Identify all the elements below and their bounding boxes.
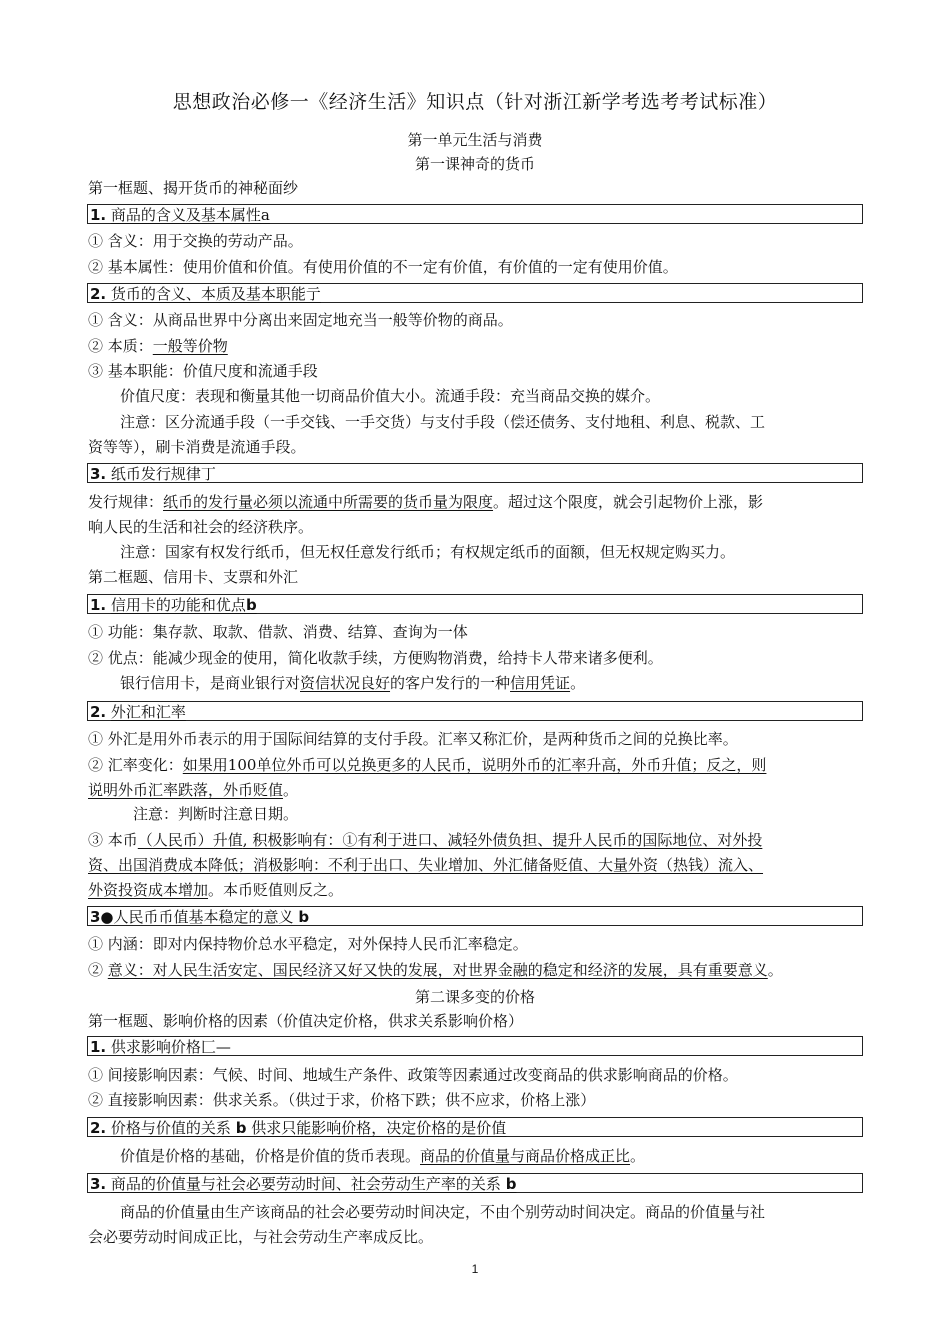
text-line xyxy=(88,854,868,876)
section-number: 1. xyxy=(90,1038,107,1056)
underlined-text: 外资投资成本增加 xyxy=(88,881,209,899)
text-span: ② xyxy=(88,961,108,979)
section-title: 人民币币值基本稳定的意义 xyxy=(113,908,294,926)
section-title: 货币的含义、本质及基本职能亍 xyxy=(110,285,321,303)
text-span: 。超过这个限度，就会引起物价上涨，影 xyxy=(493,493,764,511)
text-span: 银行信用卡，是商业银行对 xyxy=(120,674,301,692)
lesson-heading: 第一课神奇的货币 xyxy=(414,155,535,173)
text-line: 商品的价值量由生产该商品的社会必要劳动时间决定，不由个别劳动时间决定。商品的价值量与社 xyxy=(120,1203,766,1221)
text-line: ① 间接影响因素：气候、时间、地域生产条件、政策等因素通过改变商品的供求影响商品的价格。 xyxy=(88,1066,738,1084)
underlined-text: 如果用100单位外币可以兑换更多的人民币，说明外币的汇率升高，外币升值；反之，则 xyxy=(182,756,767,774)
text-line: 资等等），刷卡消费是流通手段。 xyxy=(88,438,306,456)
section-box xyxy=(87,906,863,926)
underlined-text: , 积极影响有：①有利于进口、减轻外债负担、提升人民币的国际地位、对外投 xyxy=(242,831,763,849)
text-line: 注意：区分流通手段（一手交钱、一手交货）与支付手段（偿还债务、支付地租、利息、税款、工 xyxy=(120,413,766,431)
text-span: 。 xyxy=(630,1147,646,1165)
frame-heading: 第一框题、影响价格的因素（价值决定价格，供求关系影响价格） xyxy=(88,1012,524,1030)
text-span: 。 xyxy=(570,674,586,692)
text-line xyxy=(88,829,868,851)
text-span: 发行规律： xyxy=(88,493,164,511)
text-span: ② 本质： xyxy=(88,337,153,355)
frame-heading: 第二框题、信用卡、支票和外汇 xyxy=(88,568,299,586)
underlined-text: 商品的价值量与商品价格成正比 xyxy=(420,1147,631,1165)
text-line: ② 基本属性：使用价值和价值。有使用价值的不一定有价值，有价值的一定有使用价值。 xyxy=(88,258,678,276)
section-number: 1. xyxy=(90,206,107,224)
text-line: ① 含义：用于交换的劳动产品。 xyxy=(88,232,303,250)
page-number: 1 xyxy=(471,1262,479,1276)
frame-heading: 第一框题、揭开货币的神秘面纱 xyxy=(88,179,299,197)
text-line xyxy=(120,1145,900,1167)
text-line: 注意：判断时注意日期。 xyxy=(133,805,299,823)
underlined-text: 信用凭证 xyxy=(510,674,571,692)
section-title xyxy=(111,596,257,614)
text-line: ① 功能：集存款、取款、借款、消费、结算、查询为一体 xyxy=(88,623,468,641)
text-line: ① 含义：从商品世界中分离出来固定地充当一般等价物的商品。 xyxy=(88,311,513,329)
text-line xyxy=(88,779,868,801)
text-line: ② 优点：能减少现金的使用，简化收款手续，方便购物消费，给持卡人带来诸多便利。 xyxy=(88,649,663,667)
section-number: 3. xyxy=(90,1175,107,1193)
text-line xyxy=(88,754,868,776)
section-box xyxy=(87,283,863,303)
text-line: ② 直接影响因素：供求关系。（供过于求，价格下跌；供不应求，价格上涨） xyxy=(88,1091,596,1109)
text-line: ① 外汇是用外币表示的用于国际间结算的支付手段。汇率又称汇价，是两种货币之间的兑换比率。 xyxy=(88,730,738,748)
section-box xyxy=(87,594,863,614)
text-span: 的客户发行的一种 xyxy=(390,674,511,692)
text-line: ① 内涵：即对内保持物价总水平稳定，对外保持人民币汇率稳定。 xyxy=(88,935,528,953)
text-line: 价值尺度：表现和衡量其他一切商品价值大小。流通手段：充当商品交换的媒介。 xyxy=(120,387,661,405)
text-line: 响人民的生活和社会的经济秩序。 xyxy=(88,518,314,536)
section-number: 2. xyxy=(90,285,107,303)
title-text: 商品的价值量与社会必要劳动时间、社会劳动生产率的关系 xyxy=(110,1175,501,1193)
grade-mark: b xyxy=(505,1175,517,1193)
text-line: ③ 基本职能：价值尺度和流通手段 xyxy=(88,362,318,380)
underlined-text: 资信状况良好 xyxy=(300,674,391,692)
underlined-text: 一般等价物 xyxy=(152,337,228,355)
section-number: 2. xyxy=(90,1119,107,1137)
text-span: 。本币贬值则反之。 xyxy=(208,881,344,899)
section-title: 纸币发行规律丁 xyxy=(110,465,216,483)
title-text: 信用卡的功能和优点 xyxy=(110,596,246,614)
section-number: 1. xyxy=(90,596,107,614)
section-box xyxy=(87,463,863,483)
underlined-text: 意义：对人民生活安定、国民经济又好又快的发展，对世界金融的稳定和经济的发展，具有重要意义 xyxy=(107,961,768,979)
section-title: 商品的含义及基本属性a xyxy=(110,206,270,224)
section-title: 外汇和汇率 xyxy=(110,703,186,721)
grade-mark: b xyxy=(235,1119,247,1137)
document-title: 思想政治必修一《经济生活》知识点（针对浙江新学考选考考试标准） xyxy=(172,91,778,113)
section-box xyxy=(87,1117,863,1137)
section-number: 3● xyxy=(90,908,114,926)
section-box xyxy=(87,701,863,721)
section-title xyxy=(111,1119,506,1137)
text-line xyxy=(88,879,868,901)
section-title: 供求影响价格匚— xyxy=(110,1038,231,1056)
underlined-text: 纸币的发行量必须以流通中所需要的货币量为限度 xyxy=(163,493,494,511)
text-span: 。 xyxy=(283,781,299,799)
text-span: 。 xyxy=(767,961,783,979)
grade-mark: b xyxy=(298,908,310,926)
grade-mark: b xyxy=(245,596,257,614)
lesson-heading: 第二课多变的价格 xyxy=(414,988,535,1006)
section-box xyxy=(87,1173,863,1193)
underlined-text: 说明外币汇率跌落，外币贬值 xyxy=(88,781,284,799)
section-box xyxy=(87,204,863,224)
section-number: 2. xyxy=(90,703,107,721)
text-line: 会必要劳动时间成正比，与社会劳动生产率成反比。 xyxy=(88,1228,434,1246)
title-text: 价格与价值的关系 xyxy=(110,1119,231,1137)
text-span: 价值是价格的基础，价格是价值的货币表现。 xyxy=(120,1147,421,1165)
underlined-text: 资、出国消费成本降低；消极影响：不利于出口、失业增加、外汇储备贬值、大量外资（热钱）流入、 xyxy=(88,856,764,874)
text-line xyxy=(88,959,868,981)
section-number: 3. xyxy=(90,465,107,483)
text-span: ② 汇率变化： xyxy=(88,756,183,774)
underlined-text: （人民币）升值 xyxy=(137,831,243,849)
text-line xyxy=(88,491,868,513)
unit-heading: 第一单元生活与消费 xyxy=(407,131,543,149)
section-box xyxy=(87,1036,863,1056)
text-line xyxy=(120,672,900,694)
title-text: 供求只能影响价格，决定价格的是价值 xyxy=(251,1119,507,1137)
text-line xyxy=(88,335,868,357)
text-span: ③ 本币 xyxy=(88,831,138,849)
section-title xyxy=(111,1175,517,1193)
text-line: 注意：国家有权发行纸币，但无权任意发行纸币；有权规定纸币的面额，但无权规定购买力。 xyxy=(120,543,736,561)
